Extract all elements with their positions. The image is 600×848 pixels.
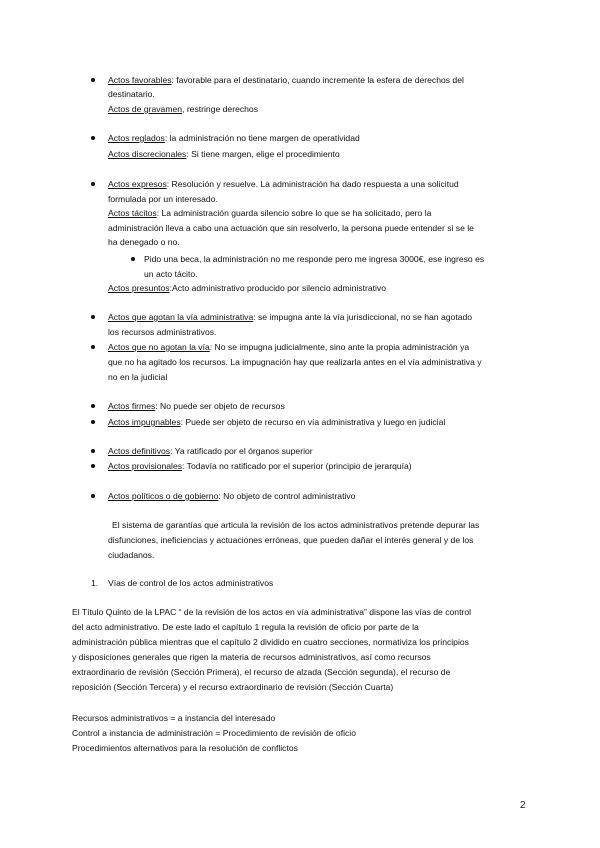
definition: : Ya ratificado por el órganos superior — [170, 446, 313, 456]
definition: : la administración no tiene margen de operatividad — [164, 133, 360, 143]
summary-line: Control a instancia de administración = Procedimiento de revisión de oficio — [72, 728, 356, 738]
term: Actos que agotan la vía administrativa — [108, 312, 254, 322]
definition: : La administración guarda silencio sobre lo que se ha solicitado, pero la — [156, 208, 432, 218]
term: Actos de gravamen — [108, 104, 183, 114]
term: Actos presuntos — [108, 283, 170, 293]
term: Actos expresos — [108, 179, 167, 189]
definition: : Todavía no ratificado por el superior (principio de jerarquía) — [182, 461, 412, 471]
definition: : Si tiene margen, elige el procedimiento — [186, 149, 340, 159]
term: Actos reglados — [108, 133, 165, 143]
definition: : favorable para el destinatario, cuando incremente la esfera de derechos del — [171, 75, 464, 85]
paragraph-line: El sistema de garantías que articula la revisión de los actos administrativos pretende depurar las — [112, 520, 480, 530]
bullet-dot — [91, 345, 95, 349]
summary-line: Procedimientos alternativos para la resolución de conflictos — [72, 743, 298, 753]
paragraph-line: extraordinario de revisión (Sección Primera), el recurso de alzada (Sección segunda), el recurso de — [72, 667, 451, 677]
list-item-continuation: no en la judicial — [108, 372, 168, 382]
paragraph-line: disfunciones, ineficiencias y actuaciones erróneas, que pueden dañar el interés general y de los — [108, 535, 474, 545]
definition: : No se impugna judicialmente, sino ante la propia administración ya — [209, 342, 470, 352]
list-item — [108, 445, 313, 457]
term: Actos impugnables — [108, 417, 181, 427]
sub-item — [108, 148, 340, 160]
paragraph-line: El Título Quinto de la LPAC “ de la revisión de los actos en vía administrativa” dispone las vías de control — [72, 607, 472, 617]
term: Actos tácitos — [108, 208, 157, 218]
definition: : No puede ser objeto de recursos — [155, 401, 285, 411]
term: Actos firmes — [108, 401, 156, 411]
section-number: 1. — [91, 578, 99, 588]
paragraph-line: reposición (Sección Tercera) y el recurso extraordinario de revisión (Sección Cuarta) — [72, 682, 394, 692]
paragraph-line: ciudadanos. — [108, 550, 155, 560]
list-item — [108, 178, 459, 190]
bullet-dot — [91, 78, 95, 82]
list-item — [108, 132, 360, 144]
list-item — [108, 341, 469, 353]
nested-item-continuation: un acto tácito. — [144, 269, 198, 279]
definition: : Puede ser objeto de recurso en vía administrativa y luego en judicial — [180, 417, 446, 427]
bullet-dot — [91, 494, 95, 498]
bullet-dot — [91, 449, 95, 453]
definition: , restringe derechos — [182, 104, 258, 114]
list-item-continuation: destinatario. — [108, 89, 155, 99]
nested-item: Pido una beca, la administración no me responde pero me ingresa 3000€, ese ingreso es — [144, 254, 485, 264]
list-item — [108, 460, 412, 472]
sub-item-continuation: administración lleva a cabo una actuación que sin resolverlo, la persona puede entender si se le — [108, 223, 474, 233]
bullet-dot — [91, 464, 95, 468]
summary-line: Recursos administrativos = a instancia del interesado — [72, 713, 276, 723]
term: Actos favorables — [108, 75, 172, 85]
list-item — [108, 74, 464, 86]
bullet-dot — [91, 420, 95, 424]
sub-item — [108, 282, 386, 294]
definition: : Resolución y resuelve. La administración ha dado respuesta a una solicitud — [166, 179, 459, 189]
list-item-continuation: los recursos administrativos. — [108, 327, 217, 337]
paragraph-line: y disposiciones generales que rigen la materia de recursos administrativos, así como recursos — [72, 652, 431, 662]
sub-item — [108, 207, 431, 219]
bullet-dot — [131, 257, 135, 261]
term: Actos discrecionales — [108, 149, 187, 159]
definition: :Acto administrativo producido por silencio administrativo — [169, 283, 387, 293]
term: Actos que no agotan la vía — [108, 342, 210, 352]
bullet-dot — [91, 315, 95, 319]
page-number: 2 — [520, 800, 526, 811]
definition: : No objeto de control administrativo — [218, 491, 356, 501]
list-item — [108, 400, 285, 412]
term: Actos provisionales — [108, 461, 183, 471]
list-item — [108, 416, 445, 428]
term: Actos definitivos — [108, 446, 171, 456]
paragraph-line: del acto administrativo. De este lado el capítulo 1 regula la revisión de oficio por parte de la — [72, 622, 419, 632]
sub-item — [108, 103, 258, 115]
sub-item-continuation: ha denegado o no. — [108, 237, 180, 247]
list-item-continuation: formulada por un interesado. — [108, 194, 218, 204]
definition: : se impugna ante la vía jurisdiccional, no se han agotado — [253, 312, 473, 322]
list-item — [108, 311, 472, 323]
bullet-dot — [91, 182, 95, 186]
list-item — [108, 490, 355, 502]
bullet-dot — [91, 136, 95, 140]
term: Actos políticos o de gobierno — [108, 491, 219, 501]
paragraph-line: administración pública mientras que el capítulo 2 dividido en cuatro secciones, normativiza los principios — [72, 637, 469, 647]
bullet-dot — [91, 404, 95, 408]
list-item-continuation: que no ha agitado los recursos. La impugnación hay que realizarla antes en el vía administrativa y — [108, 357, 482, 367]
section-heading: Vías de control de los actos administrativos — [108, 578, 274, 588]
